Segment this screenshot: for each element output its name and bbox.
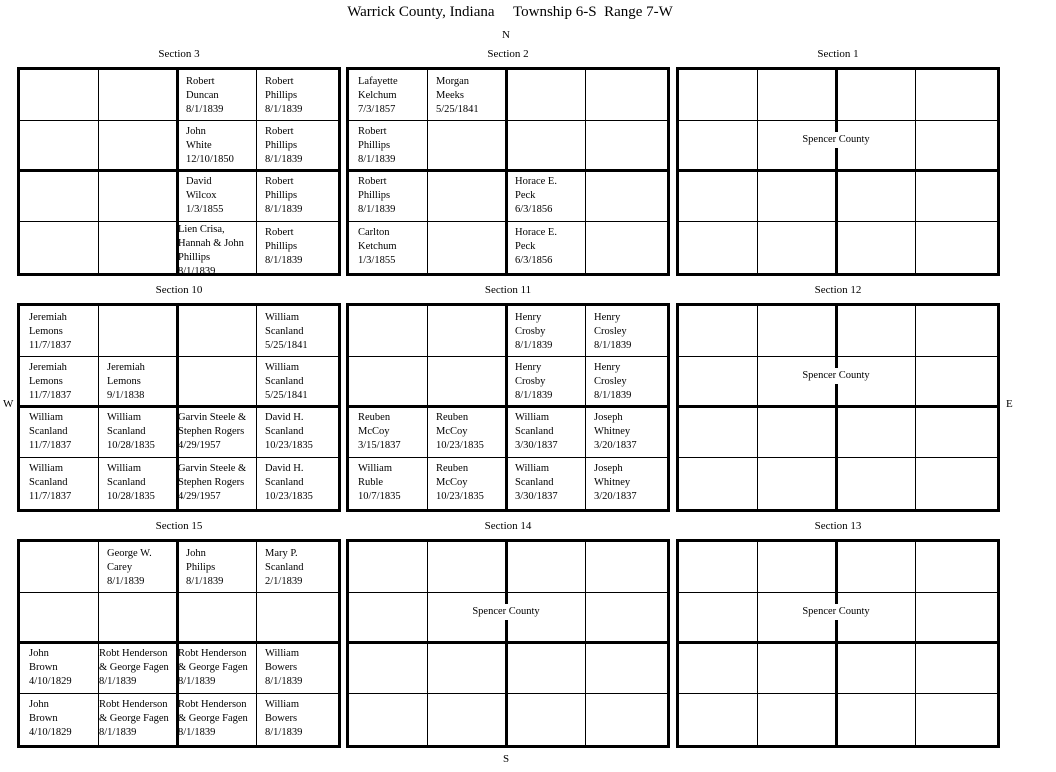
- section-label: Section 3: [158, 48, 200, 60]
- spencer-county-label: Spencer County: [800, 132, 871, 148]
- grid-line: [679, 221, 997, 222]
- land-entry: Lien Crisa, Hannah & John Phillips 8/1/1839: [178, 224, 244, 277]
- grid-line: [679, 592, 997, 593]
- grid-line: [20, 592, 338, 593]
- grid-line: [349, 693, 667, 694]
- grid-line: [349, 120, 667, 121]
- section-label: Section 14: [484, 520, 532, 532]
- land-entry: Reuben McCoy 10/23/1835: [436, 412, 484, 451]
- compass-east: E: [1006, 398, 1013, 410]
- land-entry: Robert Phillips 8/1/1839: [358, 126, 396, 165]
- land-entry: Robert Phillips 8/1/1839: [265, 126, 303, 165]
- land-entry: Lafayette Kelchum 7/3/1857: [358, 76, 398, 115]
- section-grid: [676, 67, 1000, 276]
- land-entry: William Scanland 11/7/1837: [29, 463, 72, 502]
- section-grid: [17, 539, 341, 748]
- land-entry: John Philips 8/1/1839: [186, 548, 224, 587]
- quarter-divider: [679, 641, 997, 644]
- land-entry: Robert Phillips 8/1/1839: [358, 176, 396, 215]
- land-entry: Garvin Steele & Stephen Rogers 4/29/1957: [178, 463, 247, 502]
- land-entry: Henry Crosley 8/1/1839: [594, 312, 632, 351]
- land-entry: John Brown 4/10/1829: [29, 648, 72, 687]
- land-entry: William Scanland 5/25/1841: [265, 312, 308, 351]
- land-entry: Henry Crosby 8/1/1839: [515, 312, 553, 351]
- land-entry: Henry Crosby 8/1/1839: [515, 362, 553, 401]
- land-entry: David Wilcox 1/3/1855: [186, 176, 224, 215]
- land-entry: John Brown 4/10/1829: [29, 699, 72, 738]
- land-entry: William Scanland 5/25/1841: [265, 362, 308, 401]
- quarter-divider: [349, 641, 667, 644]
- land-entry: Carlton Ketchum 1/3/1855: [358, 227, 397, 266]
- section-label: Section 2: [487, 48, 529, 60]
- land-entry: Horace E. Peck 6/3/1856: [515, 176, 557, 215]
- section-grid: [17, 303, 341, 512]
- section-grid: [17, 67, 341, 276]
- land-entry: Jeremiah Lemons 11/7/1837: [29, 312, 72, 351]
- land-entry: William Scanland 3/30/1837: [515, 463, 558, 502]
- section-grid: [346, 539, 670, 748]
- land-entry: William Ruble 10/7/1835: [358, 463, 401, 502]
- land-entry: Robert Phillips 8/1/1839: [265, 176, 303, 215]
- quarter-divider: [349, 405, 667, 408]
- quarter-divider: [20, 405, 338, 408]
- quarter-divider: [20, 169, 338, 172]
- land-entry: William Scanland 3/30/1837: [515, 412, 558, 451]
- compass-south: S: [503, 753, 510, 765]
- land-entry: Jeremiah Lemons 11/7/1837: [29, 362, 72, 401]
- grid-line: [20, 221, 338, 222]
- section-grid: [676, 539, 1000, 748]
- land-entry: Robert Phillips 8/1/1839: [265, 76, 303, 115]
- section-label: Section 12: [814, 284, 862, 296]
- land-entry: Robert Duncan 8/1/1839: [186, 76, 224, 115]
- section-label: Section 1: [817, 48, 859, 60]
- grid-line: [679, 356, 997, 357]
- land-entry: Joseph Whitney 3/20/1837: [594, 463, 637, 502]
- section-label: Section 13: [814, 520, 862, 532]
- land-entry: William Bowers 8/1/1839: [265, 648, 303, 687]
- grid-line: [349, 356, 667, 357]
- land-entry: Joseph Whitney 3/20/1837: [594, 412, 637, 451]
- grid-line: [20, 457, 338, 458]
- section-grid: [676, 303, 1000, 512]
- grid-line: [20, 120, 338, 121]
- grid-line: [20, 356, 338, 357]
- land-entry: Robt Henderson & George Fagen 8/1/1839: [178, 699, 248, 738]
- land-entry: Jeremiah Lemons 9/1/1838: [107, 362, 145, 401]
- grid-line: [349, 592, 667, 593]
- land-entry: William Scanland 10/28/1835: [107, 463, 155, 502]
- land-entry: Morgan Meeks 5/25/1841: [436, 76, 479, 115]
- land-entry: Garvin Steele & Stephen Rogers 4/29/1957: [178, 412, 247, 451]
- land-entry: Robt Henderson & George Fagen 8/1/1839: [99, 648, 169, 687]
- land-entry: John White 12/10/1850: [186, 126, 234, 165]
- grid-line: [349, 221, 667, 222]
- land-entry: Mary P. Scanland 2/1/1839: [265, 548, 304, 587]
- quarter-divider: [679, 405, 997, 408]
- land-entry: William Bowers 8/1/1839: [265, 699, 303, 738]
- section-grid: [346, 303, 670, 512]
- compass-west: W: [3, 398, 14, 410]
- section-label: Section 11: [484, 284, 532, 296]
- grid-line: [349, 457, 667, 458]
- land-entry: Robt Henderson & George Fagen 8/1/1839: [99, 699, 169, 738]
- section-label: Section 15: [155, 520, 203, 532]
- spencer-county-label: Spencer County: [470, 604, 541, 620]
- land-entry: William Scanland 10/28/1835: [107, 412, 155, 451]
- land-entry: Robt Henderson & George Fagen 8/1/1839: [178, 648, 248, 687]
- compass-north: N: [502, 29, 510, 41]
- land-entry: David H. Scanland 10/23/1835: [265, 412, 313, 451]
- map-title: Warrick County, Indiana Township 6-S Range 7-W: [347, 4, 673, 20]
- land-entry: Reuben McCoy 3/15/1837: [358, 412, 401, 451]
- quarter-divider: [20, 641, 338, 644]
- section-grid: [346, 67, 670, 276]
- quarter-divider: [679, 169, 997, 172]
- land-entry: David H. Scanland 10/23/1835: [265, 463, 313, 502]
- land-entry: Reuben McCoy 10/23/1835: [436, 463, 484, 502]
- section-label: Section 10: [155, 284, 203, 296]
- land-entry: George W. Carey 8/1/1839: [107, 548, 152, 587]
- land-entry: Robert Phillips 8/1/1839: [265, 227, 303, 266]
- spencer-county-label: Spencer County: [800, 604, 871, 620]
- land-entry: William Scanland 11/7/1837: [29, 412, 72, 451]
- land-entry: Horace E. Peck 6/3/1856: [515, 227, 557, 266]
- spencer-county-label: Spencer County: [800, 368, 871, 384]
- grid-line: [679, 120, 997, 121]
- grid-line: [679, 693, 997, 694]
- grid-line: [20, 693, 338, 694]
- quarter-divider: [349, 169, 667, 172]
- grid-line: [679, 457, 997, 458]
- land-entry: Henry Crosley 8/1/1839: [594, 362, 632, 401]
